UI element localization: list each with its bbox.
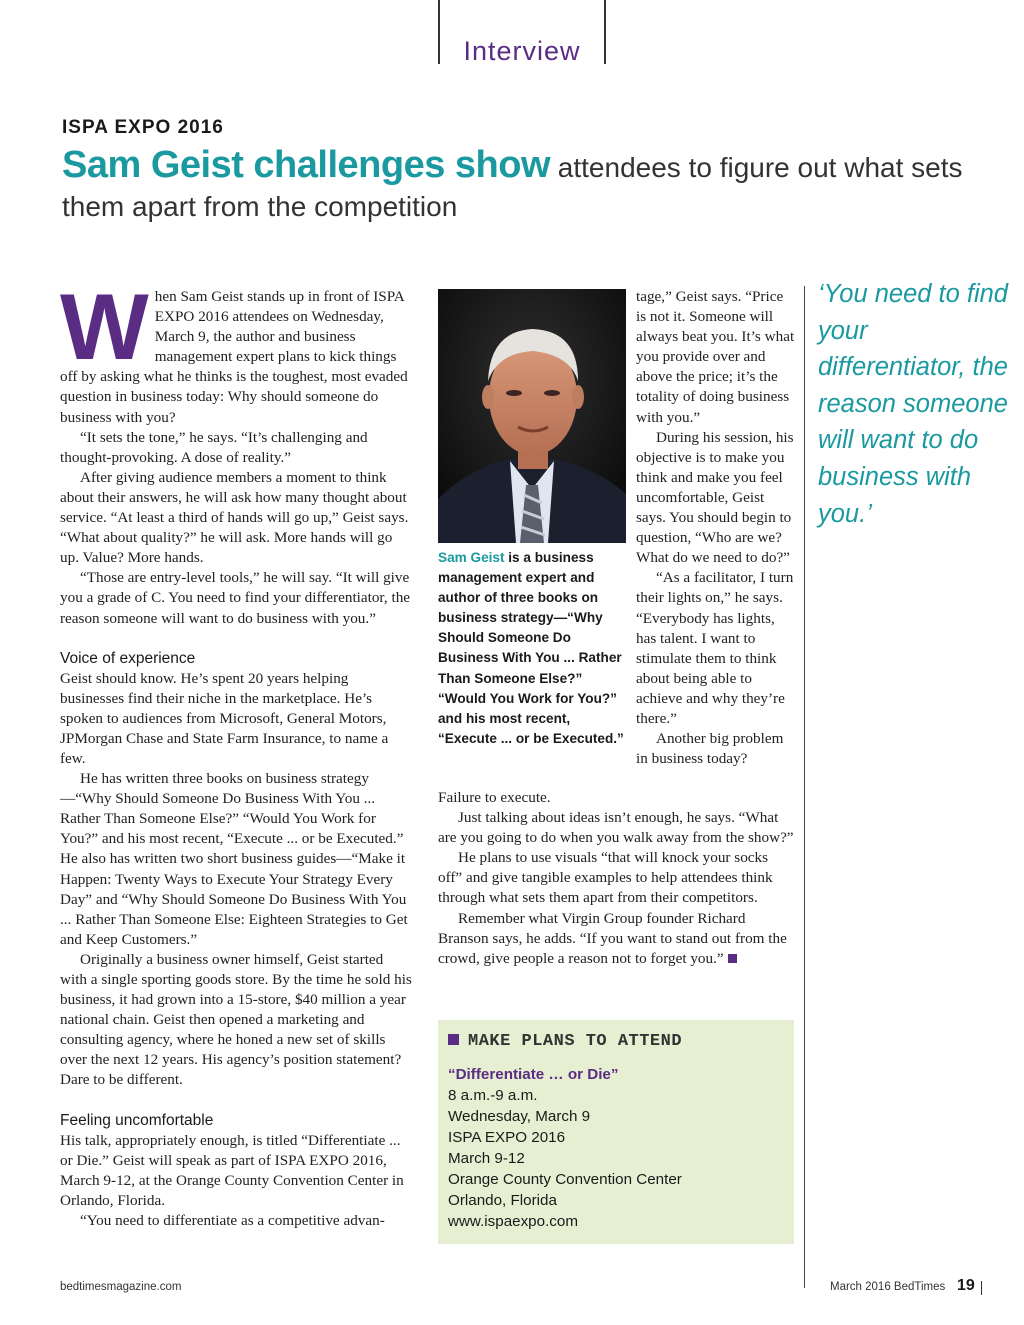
headline-bold: Sam Geist challenges show xyxy=(62,144,551,186)
paragraph: During his session, his objective is to make you think and make you feel uncomfortable, Geist says. You should begin to question, “Who are we? What do we need to do?” xyxy=(636,428,794,567)
session-day: Wednesday, March 9 xyxy=(448,1108,591,1125)
paragraph: He has written three books on business strategy—“Why Should Someone Do Business With You ... Rather Than Someone Else?” “Would You Work for You?” and his most recent, “Execute ... or be Executed.” He also has written two short business guides—“Make it Happen: Twenty Ways to Execute Your Strategy Every Day” and “Why Should Someone Do Business With You ... Rather Than Someone Else: Eighteen Strategies to Get and Keep Customers.” xyxy=(60,770,408,948)
info-box-title xyxy=(448,1032,682,1051)
page-number: 19 xyxy=(957,1277,975,1294)
session-title: “Differentiate … or Die” xyxy=(448,1066,619,1083)
paragraph: “It sets the tone,” he says. “It’s challenging and thought-provoking. A dose of reality.” xyxy=(60,428,368,466)
paragraph: “Those are entry-level tools,” he will say. “It will give you a grade of C. You need to find your differentiator, the reason someone will want to do business with you.” xyxy=(60,569,411,627)
caption-name: Sam Geist xyxy=(438,550,505,565)
paragraph: Originally a business owner himself, Geist started with a single sporting goods store. By the time he sold his business, it had grown into a 15-store, $40 million a year national chain. Geist then opened a marketing and consulting agency, where he honed a new set of skills over the next 12 years. His agency’s position statement? Dare to be different. xyxy=(60,950,412,1089)
paragraph: Failure to execute. xyxy=(438,789,551,806)
paragraph: Just talking about ideas isn’t enough, he says. “What are you going to do when you walk away from the show?” xyxy=(438,809,794,847)
venue: Orange County Convention Center xyxy=(448,1171,682,1188)
paragraph: “As a facilitator, I turn their lights on,” he says. “Everybody has lights, has talent. I want to stimulate them to think about being able to achieve and why they’re there.” xyxy=(636,569,794,727)
footer-issue: March 2016 BedTimes xyxy=(830,1281,946,1293)
event-dates: March 9-12 xyxy=(448,1150,525,1167)
city: Orlando, Florida xyxy=(448,1192,557,1209)
author-photo xyxy=(438,289,626,543)
section-rule-right xyxy=(604,0,606,64)
paragraph: Another big problem in business today? xyxy=(636,730,784,768)
footer-site: bedtimesmagazine.com xyxy=(60,1281,182,1293)
section-label: Interview xyxy=(463,36,581,66)
event-url: www.ispaexpo.com xyxy=(448,1213,578,1230)
paragraph: After giving audience members a moment to think about their answers, he will ask how many thought about service. “At least a third of hands will go up,” Geist says. “What about quality?” he will ask. More hands will go up. Value? More hands. xyxy=(60,468,409,567)
paragraph: He plans to use visuals “that will knock your socks off” and give tangible examples to help attendees think through what sets them apart from their competitors. xyxy=(438,849,773,907)
paragraph: His talk, appropriately enough, is titled “Differentiate ... or Die.” Geist will speak as part of ISPA EXPO 2016, March 9-12, at the Orange County Convention Center in Orlando, Florida. xyxy=(60,1131,404,1209)
end-mark-icon xyxy=(728,954,737,963)
footer-rule xyxy=(981,1281,982,1295)
portrait-illustration xyxy=(438,289,626,543)
paragraph: hen Sam Geist stands up in front of ISPA EXPO 2016 attendees on Wednesday, March 9, the author and business management expert plans to kick things off by asking what he thinks is the toughest, most evaded question in business today: Why should someone do business with you? xyxy=(60,288,408,426)
session-time: 8 a.m.-9 a.m. xyxy=(448,1087,538,1104)
headline-rest: attendees to figure out what sets them apart from the competition xyxy=(62,152,963,222)
info-box-details xyxy=(448,1064,682,1232)
headline xyxy=(62,146,982,226)
subhead: Voice of experience xyxy=(60,649,196,667)
paragraph: tage,” Geist says. “Price is not it. Someone will always beat you. It’s what you provide over and above the price; it’s the totality of doing business with you.” xyxy=(636,288,795,426)
paragraph: Geist should know. He’s spent 20 years helping businesses find their niche in the marketplace. He’s spoken to audiences from Microsoft, General Motors, JPMorgan Chase and State Farm Insurance, to name a few. xyxy=(60,669,389,767)
article-column-1 xyxy=(60,274,414,1231)
photo-caption xyxy=(438,548,628,749)
subhead: Feeling uncomfortable xyxy=(60,1111,214,1129)
paragraph: “You need to differentiate as a competitive advan- xyxy=(80,1211,385,1229)
square-bullet-icon xyxy=(448,1034,459,1045)
event-name: ISPA EXPO 2016 xyxy=(448,1129,566,1146)
info-box-title-text: MAKE PLANS TO ATTEND xyxy=(468,1032,683,1051)
paragraph xyxy=(438,909,794,969)
kicker: ISPA EXPO 2016 xyxy=(62,117,224,138)
article-column-3 xyxy=(636,287,796,769)
column-divider xyxy=(804,286,805,1288)
pull-quote: ‘You need to find your differentiator, the reason someone will want to do business with you.’ xyxy=(818,280,1008,528)
article-column-2 xyxy=(438,788,794,969)
drop-cap: W xyxy=(60,274,149,379)
caption-text: is a business management expert and author of three books on business strategy—“Why Should Someone Do Business With You ... Rather Than Someone Else?” “Would You Work for You?” and his most recent, “Execute ... or be Executed.” xyxy=(438,550,624,746)
attend-info-box xyxy=(438,1020,794,1244)
last-paragraph-text: Remember what Virgin Group founder Richard Branson says, he adds. “If you want to stand out from the crowd, give people a reason not to forget you.” xyxy=(438,909,787,967)
